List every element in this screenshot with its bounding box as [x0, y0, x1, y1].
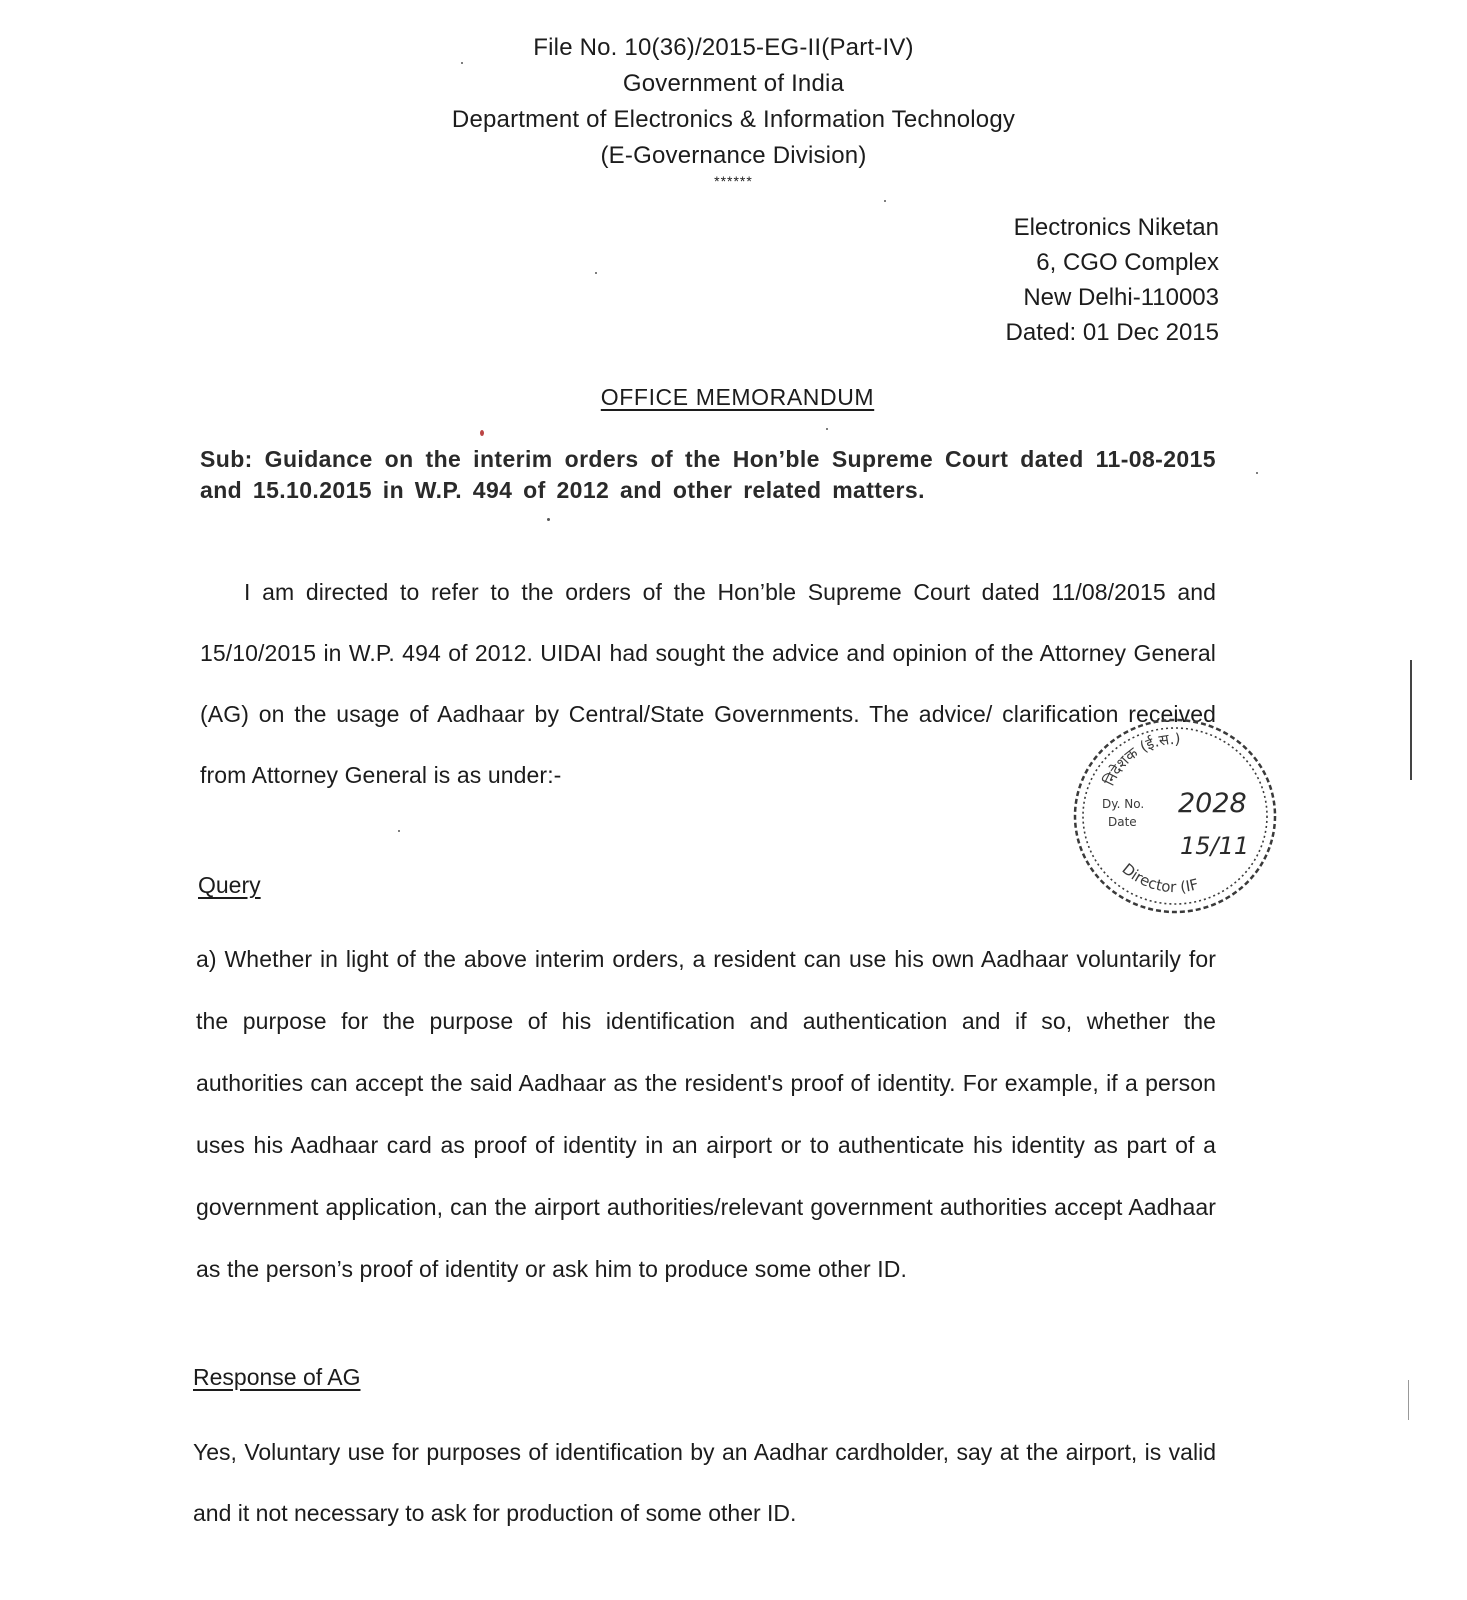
response-text: Yes, Voluntary use for purposes of identification by an Aadhar cardholder, say at the airport, is valid and it not necessary to ask for production of some other ID.: [193, 1439, 1216, 1526]
response-heading: Response of AG: [193, 1364, 361, 1390]
stamp-top-text: निदेशक (ई.स.): [1100, 729, 1181, 789]
stamp-diary-label: Dy. No.: [1102, 797, 1145, 811]
address-line-3: New Delhi-110003: [1023, 284, 1219, 311]
stamp-bottom-text: Director (IF: [1118, 859, 1201, 897]
query-heading: Query: [198, 872, 261, 898]
scan-speck: [547, 518, 550, 521]
received-stamp: [1068, 712, 1282, 922]
division-name: (E-Governance Division): [600, 142, 867, 169]
office-address: [1006, 210, 1219, 350]
date-line: Dated: 01 Dec 2015: [1005, 319, 1219, 346]
scan-speck: [1256, 472, 1258, 474]
scan-speck: [398, 830, 400, 832]
stamp-graphic: [1068, 712, 1282, 922]
subject-line: Sub: Guidance on the interim orders of the Hon’ble Supreme Court dated 11-08-2015 and 15.10.2015 in W.P. 494 of 2012 and other related matters.: [200, 446, 1216, 503]
scan-speck: [826, 428, 828, 430]
address-line-1: Electronics Niketan: [1013, 214, 1219, 241]
file-number: File No. 10(36)/2015-EG-II(Part-IV): [533, 34, 914, 61]
memo-title-wrapper: [0, 384, 1467, 411]
stamp-date-label: Date: [1108, 815, 1137, 829]
memo-title: OFFICE MEMORANDUM: [600, 384, 875, 410]
letterhead: [0, 30, 1467, 190]
scan-speck: [480, 430, 484, 436]
scan-speck: [461, 62, 463, 64]
government-name: Government of India: [622, 70, 845, 97]
stamp-diary-number: 2028: [1178, 788, 1247, 819]
header-separator: ******: [714, 173, 753, 189]
address-line-2: 6, CGO Complex: [1036, 249, 1219, 276]
body-paragraph: I am directed to refer to the orders of the Hon’ble Supreme Court dated 11/08/2015 and 15/10/2015 in W.P. 494 of 2012. UIDAI had sought the advice and opinion of the Attorney General (AG) on the usage of Aadhaar by Central/State Governments. The advice/ clarification received from Attorney General is as under:-: [200, 579, 1216, 788]
query-text: a) Whether in light of the above interim orders, a resident can use his own Aadhaar voluntarily for the purpose for the purpose of his identification and authentication and if so, whether the authorities can accept the said Aadhaar as the resident's proof of identity. For example, if a person uses his Aadhaar card as proof of identity in an airport or to authenticate his identity as part of a government application, can the airport authorities/relevant government authorities accept Aadhaar as the person’s proof of identity or ask him to produce some other ID.: [196, 946, 1216, 1282]
scan-speck: [595, 272, 597, 274]
scan-speck: [884, 200, 886, 202]
stamp-date-value: 15/11: [1180, 832, 1250, 860]
department-name: Department of Electronics & Information Technology: [451, 106, 1016, 133]
scan-edge-mark: [1410, 660, 1412, 780]
scan-edge-mark: [1408, 1380, 1409, 1420]
